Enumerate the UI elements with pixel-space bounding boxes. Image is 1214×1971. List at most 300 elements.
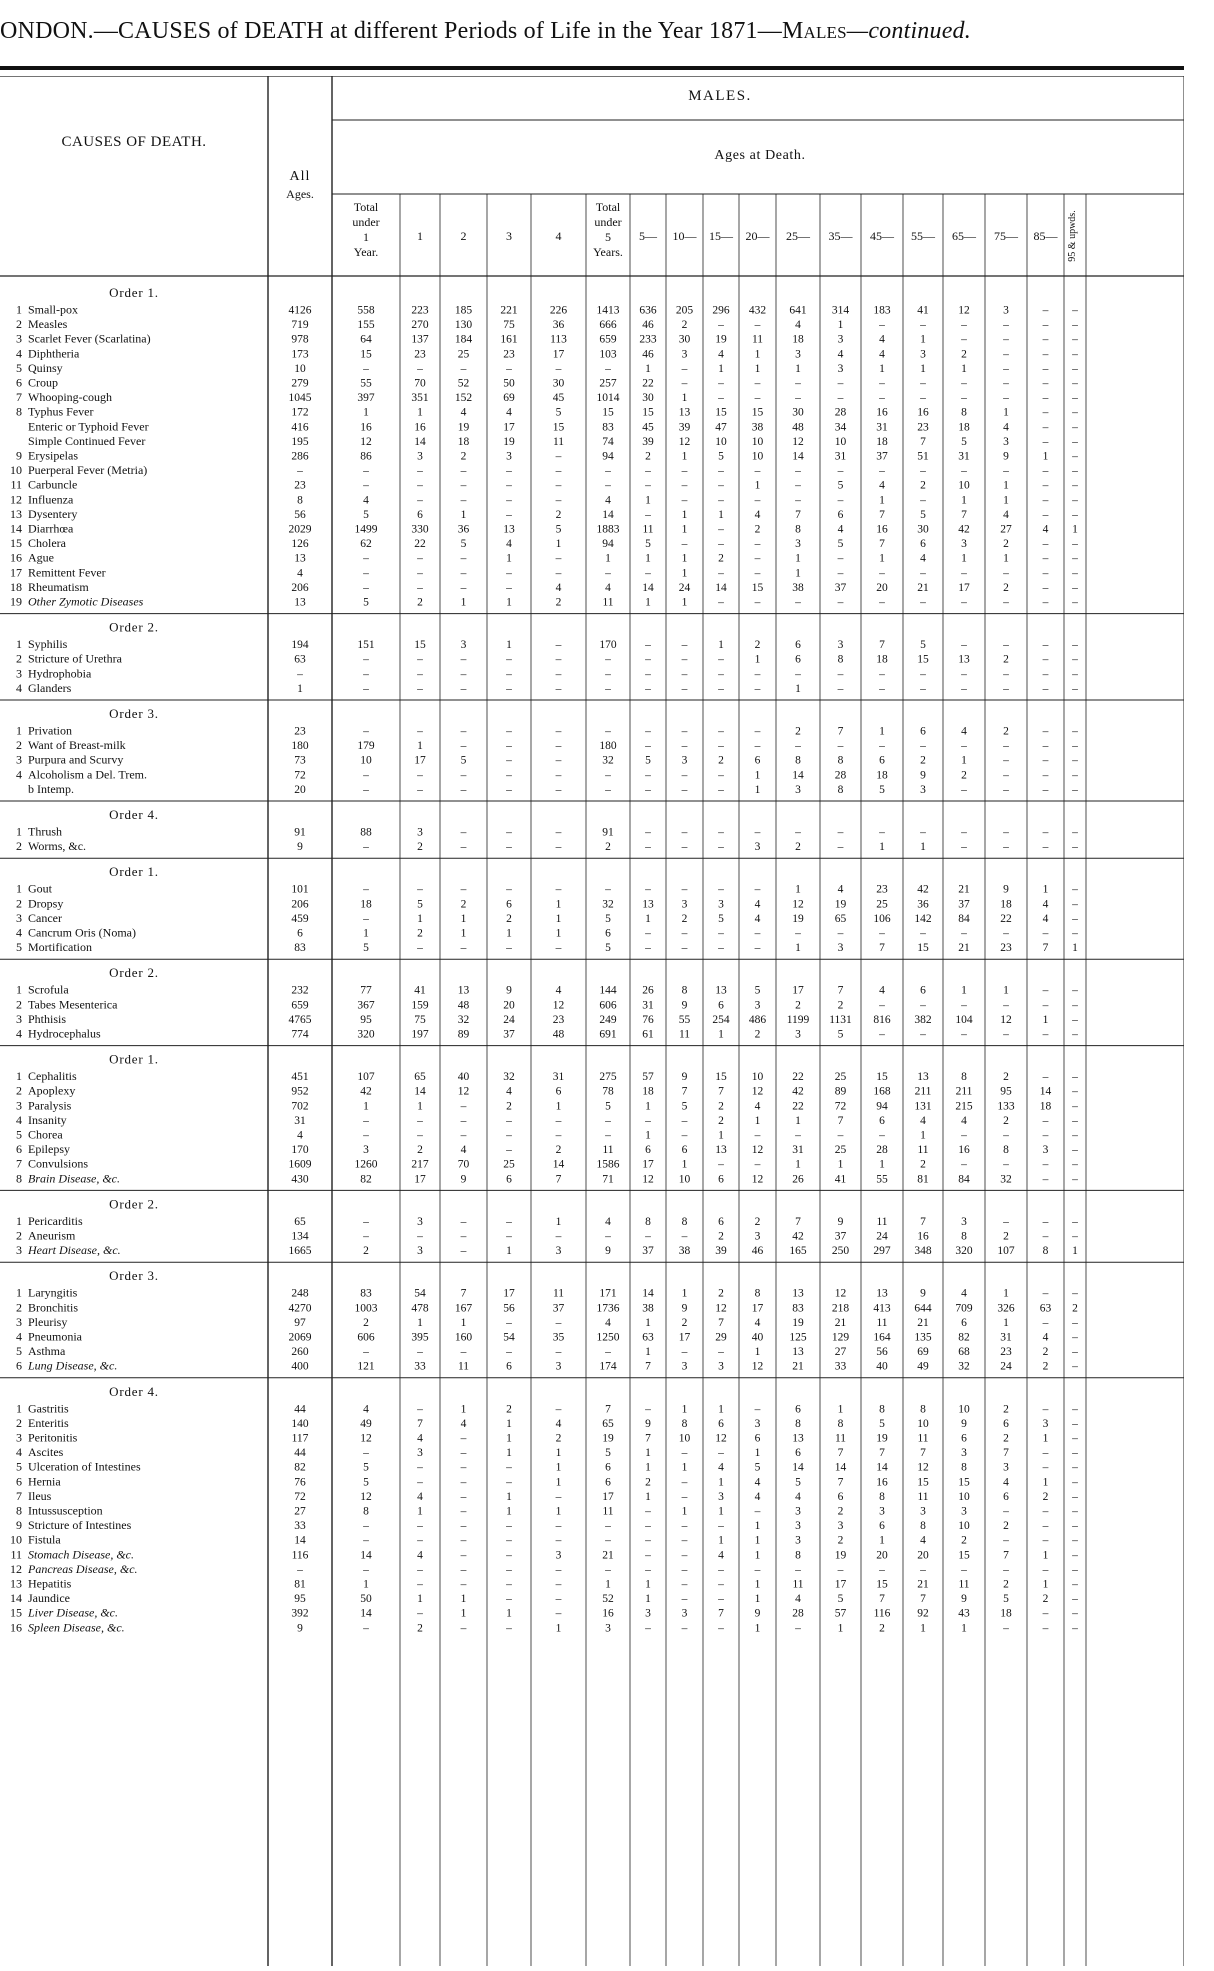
row-number: 1 (16, 1401, 22, 1416)
data-cell: 21 (602, 1549, 614, 1562)
data-cell: 1 (555, 912, 562, 925)
data-cell: 170 (291, 1144, 309, 1157)
data-cell: 11 (552, 435, 565, 448)
data-cell: 15 (642, 406, 654, 419)
cause-name: Heart Disease, &c. (28, 1243, 121, 1258)
data-cell: – (1003, 1129, 1009, 1142)
data-cell: 159 (411, 999, 429, 1012)
data-cell: – (681, 1520, 688, 1533)
data-cell: 77 (360, 984, 372, 997)
data-cell: 2 (837, 1505, 844, 1518)
data-cell: 7 (795, 508, 801, 521)
data-cell: 13 (678, 406, 691, 419)
cause-name: Small-pox (28, 302, 78, 317)
data-cell: – (645, 1563, 651, 1576)
data-cell: – (1042, 1607, 1049, 1620)
data-cell: 91 (602, 826, 614, 839)
row-number: 2 (16, 997, 22, 1012)
data-cell: 7 (555, 1173, 562, 1186)
data-cell: 1 (555, 1622, 562, 1635)
data-cell: – (645, 668, 651, 681)
data-cell: 21 (958, 942, 970, 955)
data-cell: 6 (837, 508, 844, 521)
data-cell: 1 (681, 552, 688, 565)
data-cell: – (506, 1520, 512, 1533)
data-cell: 2 (417, 1144, 423, 1157)
row-number: 1 (16, 881, 22, 896)
row-number: 7 (16, 1156, 22, 1171)
data-cell: 131 (914, 1100, 932, 1113)
data-cell: 1 (363, 406, 369, 419)
data-cell: – (1072, 377, 1078, 390)
data-cell: 13 (958, 653, 970, 666)
cause-name: Cephalitis (28, 1069, 77, 1084)
data-cell: 4 (920, 552, 926, 565)
data-cell: 16 (360, 421, 372, 434)
data-cell: 1 (460, 1403, 467, 1416)
data-cell: 164 (873, 1331, 891, 1344)
data-cell: – (1042, 567, 1049, 580)
data-cell: – (920, 596, 926, 609)
data-cell: 1 (506, 1447, 512, 1460)
data-cell: 6 (1003, 1417, 1009, 1430)
data-cell: – (1072, 333, 1078, 346)
data-cell: 12 (958, 304, 970, 317)
data-cell: 18 (457, 435, 470, 448)
data-cell: – (961, 319, 967, 332)
data-cell: 17 (678, 1331, 691, 1344)
data-cell: – (837, 494, 844, 507)
data-cell: 4 (297, 567, 303, 580)
data-cell: 31 (792, 1144, 804, 1157)
data-cell: 9 (681, 999, 688, 1012)
data-cell: – (1072, 435, 1078, 448)
data-cell: – (795, 740, 801, 753)
cause-name: Pneumonia (28, 1329, 82, 1344)
data-cell: – (961, 1158, 967, 1171)
data-cell: – (417, 725, 423, 738)
data-cell: – (555, 552, 562, 565)
data-cell: – (1072, 1071, 1078, 1084)
data-cell: 2 (681, 1316, 688, 1329)
data-cell: – (605, 783, 611, 796)
cause-name: Stomach Disease, &c. (28, 1547, 134, 1562)
data-cell: – (920, 668, 926, 681)
data-cell: 81 (917, 1173, 929, 1186)
data-cell: 4 (363, 1403, 369, 1416)
data-cell: – (681, 826, 688, 839)
data-cell: – (363, 653, 369, 666)
row-number: 10 (10, 463, 22, 478)
cause-name: Apoplexy (28, 1083, 76, 1098)
cause-name: Dropsy (28, 896, 64, 911)
data-cell: – (681, 1476, 688, 1489)
data-cell: – (879, 927, 885, 940)
data-cell: 2 (920, 479, 926, 492)
data-cell: 8 (879, 1490, 885, 1503)
data-cell: – (1003, 1534, 1009, 1547)
data-cell: 1 (754, 769, 761, 782)
data-cell: 6 (417, 508, 423, 521)
row-number: 1 (16, 1285, 22, 1300)
data-cell: – (754, 682, 761, 695)
data-cell: 3 (837, 942, 844, 955)
data-cell: 83 (602, 421, 614, 434)
data-cell: 1 (754, 1447, 761, 1460)
data-cell: 197 (411, 1028, 429, 1041)
data-cell: 2 (555, 1432, 562, 1445)
data-cell: 4 (879, 984, 885, 997)
order-heading: Order 4. (109, 1383, 159, 1399)
data-cell: 2 (681, 319, 688, 332)
data-cell: – (795, 1129, 801, 1142)
data-cell: 1 (1042, 1013, 1049, 1026)
header-total-under-5: 5 (605, 230, 611, 244)
data-cell: 42 (360, 1085, 372, 1098)
data-cell: – (718, 942, 724, 955)
data-cell: 37 (503, 1028, 515, 1041)
row-number: 5 (16, 1127, 22, 1142)
cause-name: Enteritis (28, 1415, 69, 1430)
data-cell: 113 (550, 333, 567, 346)
data-cell: 9 (754, 1607, 761, 1620)
data-cell: 14 (414, 435, 426, 448)
data-cell: – (417, 1476, 423, 1489)
row-number: 6 (16, 375, 22, 390)
data-cell: – (605, 1114, 611, 1127)
data-cell: 1 (754, 479, 761, 492)
data-cell: – (681, 740, 688, 753)
data-cell: – (681, 841, 688, 854)
data-cell: 38 (792, 581, 804, 594)
data-cell: – (506, 1461, 512, 1474)
row-number: 3 (16, 666, 22, 681)
data-cell: 5 (718, 450, 724, 463)
data-cell: 19 (503, 435, 515, 448)
cause-name: Enteric or Typhoid Fever (28, 419, 149, 434)
data-cell: – (1042, 1114, 1049, 1127)
cause-name: Brain Disease, &c. (28, 1171, 120, 1186)
data-cell: 16 (958, 1144, 970, 1157)
data-cell: – (417, 494, 423, 507)
data-cell: – (920, 999, 926, 1012)
data-cell: 8 (837, 1417, 844, 1430)
data-cell: – (1042, 1215, 1049, 1228)
data-cell: 250 (831, 1245, 850, 1258)
data-cell: 9 (297, 841, 303, 854)
data-cell: – (645, 942, 651, 955)
data-cell: – (718, 1447, 724, 1460)
data-cell: 21 (792, 1360, 804, 1373)
data-cell: – (718, 1593, 724, 1606)
order-heading: Order 1. (109, 864, 159, 880)
data-cell: 218 (831, 1302, 850, 1315)
data-cell: – (879, 826, 885, 839)
data-cell: – (506, 1316, 512, 1329)
data-cell: 17 (751, 1302, 764, 1315)
data-cell: 83 (360, 1287, 372, 1300)
data-cell: – (1042, 1520, 1049, 1533)
cause-name: Glanders (28, 680, 72, 695)
data-cell: – (363, 1230, 369, 1243)
data-cell: – (1003, 319, 1009, 332)
cause-name: Convulsions (28, 1156, 89, 1171)
data-cell: 83 (294, 942, 306, 955)
data-cell: 223 (411, 304, 429, 317)
data-cell: 1 (718, 1534, 724, 1547)
data-cell: 1 (961, 494, 967, 507)
data-cell: 12 (792, 898, 804, 911)
data-cell: 5 (417, 898, 423, 911)
data-cell: 1 (645, 1447, 651, 1460)
data-cell: 5 (795, 1476, 801, 1489)
data-cell: 1499 (354, 523, 378, 536)
row-number: 11 (10, 477, 22, 492)
data-cell: 3 (681, 754, 688, 767)
data-cell: 13 (792, 1287, 804, 1300)
data-cell: 22 (792, 1071, 804, 1084)
data-cell: – (1042, 1287, 1049, 1300)
data-cell: – (645, 682, 651, 695)
data-cell: – (506, 682, 512, 695)
data-cell: 46 (642, 319, 654, 332)
data-cell: 24 (1000, 1360, 1012, 1373)
data-cell: 2 (718, 1100, 724, 1113)
data-cell: 9 (1003, 883, 1009, 896)
data-cell: 11 (602, 596, 614, 609)
data-cell: – (1042, 552, 1049, 565)
data-cell: 12 (678, 435, 691, 448)
data-cell: 137 (411, 333, 429, 346)
row-number: 4 (16, 1329, 22, 1344)
data-cell: 2 (417, 1622, 423, 1635)
data-cell: – (645, 1114, 651, 1127)
data-cell: 1 (645, 1316, 651, 1329)
data-cell: – (555, 1114, 562, 1127)
data-cell: 2 (1003, 1520, 1009, 1533)
cause-name: Rheumatism (28, 579, 89, 594)
data-cell: – (417, 1114, 423, 1127)
data-cell: 1 (555, 538, 562, 551)
cause-name: Fistula (28, 1532, 61, 1547)
data-cell: – (718, 1622, 724, 1635)
data-cell: 95 (294, 1593, 306, 1606)
data-cell: 8 (879, 1403, 885, 1416)
data-cell: 48 (457, 999, 470, 1012)
data-cell: 1260 (354, 1158, 378, 1171)
data-cell: 1 (961, 984, 967, 997)
data-cell: 7 (837, 1114, 844, 1127)
data-cell: – (1003, 826, 1009, 839)
data-cell: – (1072, 1578, 1078, 1591)
data-cell: 6 (961, 1432, 967, 1445)
data-cell: 8 (837, 754, 844, 767)
data-cell: 15 (917, 653, 929, 666)
data-cell: – (605, 465, 611, 478)
data-cell: 20 (917, 1549, 929, 1562)
data-cell: 1 (417, 740, 423, 753)
data-cell: 3 (837, 333, 844, 346)
data-cell: 19 (792, 1316, 804, 1329)
data-cell: 23 (294, 479, 306, 492)
data-cell: 13 (294, 596, 306, 609)
data-cell: – (795, 465, 801, 478)
data-cell: 3 (920, 783, 926, 796)
data-cell: 92 (917, 1607, 929, 1620)
cause-name: Croup (28, 375, 58, 390)
data-cell: 9 (837, 1215, 844, 1228)
data-cell: 12 (457, 1085, 470, 1098)
data-cell: – (1072, 1476, 1078, 1489)
row-number: 5 (16, 940, 22, 955)
data-cell: 32 (457, 1013, 470, 1026)
data-cell: 279 (291, 377, 309, 390)
data-cell: – (506, 494, 512, 507)
data-cell: 8 (645, 1215, 651, 1228)
data-cell: – (795, 1563, 801, 1576)
data-cell: – (1003, 769, 1009, 782)
data-cell: 3 (920, 1505, 926, 1518)
data-cell: – (605, 1129, 611, 1142)
data-cell: 3 (754, 1417, 761, 1430)
data-cell: 478 (411, 1302, 429, 1315)
data-cell: – (1003, 377, 1009, 390)
data-cell: – (363, 465, 369, 478)
data-cell: 1 (297, 682, 303, 695)
data-cell: – (837, 841, 844, 854)
data-cell: – (961, 841, 967, 854)
data-cell: – (460, 1461, 467, 1474)
data-cell: 7 (920, 435, 926, 448)
data-cell: 89 (457, 1028, 470, 1041)
row-number: 4 (16, 680, 22, 695)
data-cell: 816 (873, 1013, 891, 1026)
data-cell: 103 (599, 348, 617, 361)
data-cell: 5 (605, 912, 611, 925)
data-cell: – (1042, 1158, 1049, 1171)
data-cell: – (718, 1158, 724, 1171)
data-cell: 5 (645, 754, 651, 767)
data-cell: – (1003, 348, 1009, 361)
data-cell: 7 (920, 1593, 926, 1606)
data-cell: – (363, 1114, 369, 1127)
data-cell: 62 (360, 538, 372, 551)
data-cell: – (460, 1245, 467, 1258)
cause-name: Cholera (28, 536, 66, 551)
data-cell: – (506, 1129, 512, 1142)
data-cell: – (460, 653, 467, 666)
data-cell: – (605, 883, 611, 896)
data-cell: – (718, 392, 724, 405)
data-cell: 9 (961, 1417, 967, 1430)
data-cell: 11 (457, 1360, 470, 1373)
data-cell: 4 (718, 1549, 724, 1562)
data-cell: 2 (718, 1114, 724, 1127)
data-cell: 8 (681, 984, 688, 997)
data-cell: 2 (920, 754, 926, 767)
data-cell: 11 (917, 1432, 929, 1445)
data-cell: – (460, 479, 467, 492)
header-all-ages: All (289, 169, 311, 184)
data-cell: – (681, 783, 688, 796)
data-cell: 30 (642, 392, 654, 405)
data-cell: 33 (414, 1360, 426, 1373)
data-cell: – (754, 1129, 761, 1142)
data-cell: 3 (920, 348, 926, 361)
data-cell: 2 (363, 1316, 369, 1329)
data-cell: – (460, 494, 467, 507)
data-cell: 2069 (288, 1331, 312, 1344)
row-number: 2 (16, 1300, 22, 1315)
data-cell: 12 (715, 1432, 727, 1445)
data-cell: 4 (754, 1100, 761, 1113)
data-cell: 106 (873, 912, 891, 925)
data-cell: – (460, 826, 467, 839)
data-cell: – (1072, 1144, 1078, 1157)
data-cell: – (1072, 406, 1078, 419)
header-total-under-5: under (594, 215, 622, 229)
data-cell: – (1042, 783, 1049, 796)
data-cell: 4 (1003, 1476, 1009, 1489)
data-cell: 185 (454, 304, 473, 317)
data-cell: – (460, 1520, 467, 1533)
data-cell: – (879, 668, 885, 681)
data-cell: – (555, 1593, 562, 1606)
data-cell: 1 (1042, 1549, 1049, 1562)
data-cell: – (506, 567, 512, 580)
data-cell: 1736 (596, 1302, 620, 1315)
data-cell: 1 (506, 1245, 512, 1258)
header-col-5: 5— (639, 229, 657, 243)
data-cell: 20 (294, 783, 306, 796)
data-cell: 206 (291, 581, 309, 594)
data-cell: 4 (417, 1549, 423, 1562)
data-cell: – (1003, 567, 1009, 580)
data-cell: 25 (503, 1158, 515, 1171)
data-cell: – (417, 682, 423, 695)
data-cell: 4 (555, 581, 562, 594)
data-cell: 11 (751, 333, 764, 346)
data-cell: – (920, 567, 926, 580)
data-cell: – (718, 538, 724, 551)
data-cell: – (1072, 1607, 1078, 1620)
data-cell: 9 (920, 769, 926, 782)
data-cell: 2 (506, 912, 512, 925)
data-cell: 6 (555, 1085, 562, 1098)
data-cell: 7 (920, 1215, 926, 1228)
data-cell: 1 (417, 912, 423, 925)
data-cell: – (1003, 465, 1009, 478)
data-cell: – (1072, 1287, 1078, 1300)
data-cell: – (506, 1578, 512, 1591)
data-cell: – (1072, 552, 1078, 565)
data-cell: 31 (1000, 1331, 1012, 1344)
data-cell: – (1042, 319, 1049, 332)
data-cell: 151 (357, 639, 375, 652)
header-col-6: 10— (672, 229, 697, 243)
data-cell: 4 (1042, 912, 1049, 925)
data-cell: 296 (712, 304, 730, 317)
data-cell: 37 (834, 581, 847, 594)
cause-name: Ileus (28, 1488, 52, 1503)
data-cell: 4 (754, 1490, 761, 1503)
data-cell: 2 (754, 1028, 761, 1041)
data-cell: 1 (754, 1534, 761, 1547)
data-cell: – (1072, 596, 1078, 609)
data-cell: 48 (552, 1028, 565, 1041)
header-col-13: 65— (952, 229, 976, 243)
data-cell: – (1042, 421, 1049, 434)
